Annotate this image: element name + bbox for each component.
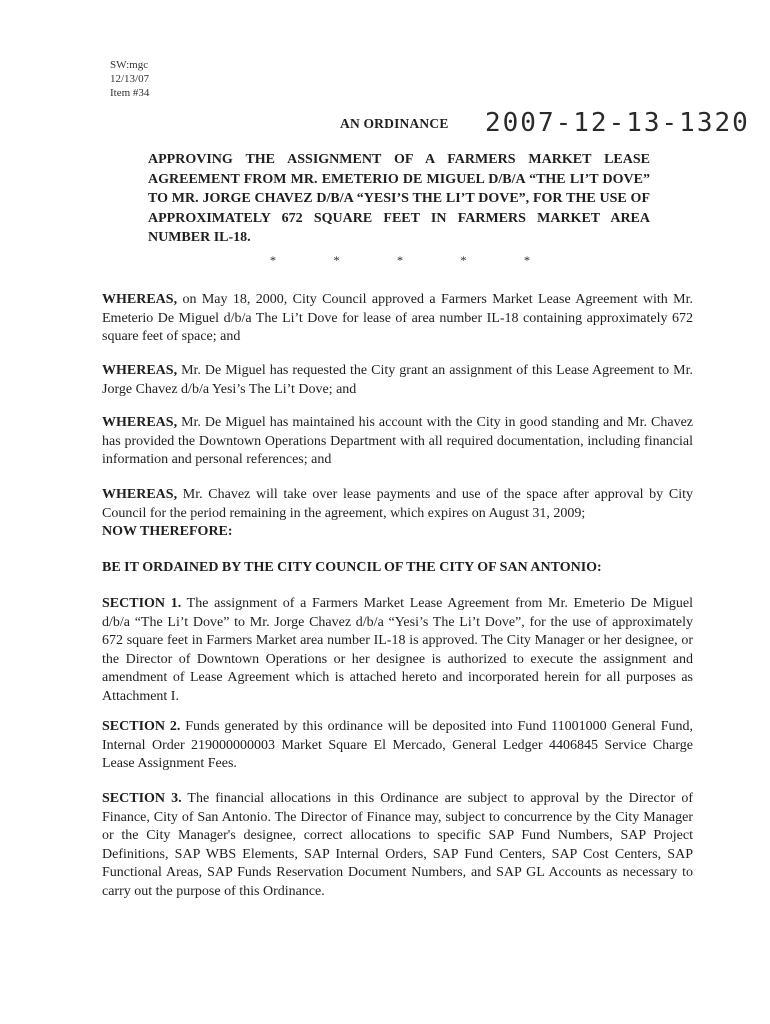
author-initials: SW:mgc: [110, 59, 149, 71]
ordinance-title: APPROVING THE ASSIGNMENT OF A FARMERS MARKET LEASE AGREEMENT FROM MR. EMETERIO DE MIGUEL D/B/A “THE LI’T DOVE” TO MR. JORGE CHAVEZ D/B/A “YESI’S THE LI’T DOVE”, FOR THE USE OF APPROXIMATELY 672 SQUARE FEET IN FARMERS MARKET AREA NUMBER IL-18.: [148, 152, 650, 245]
ordained-clause: BE IT ORDAINED BY THE CITY COUNCIL OF THE CITY OF SAN ANTONIO:: [102, 560, 602, 575]
section-lead: SECTION 1.: [102, 596, 182, 611]
ordinance-label: AN ORDINANCE: [340, 116, 449, 131]
ordinance-number: 2007-12-13-1320: [485, 108, 750, 138]
section-lead: SECTION 2.: [102, 719, 181, 734]
section-text: Funds generated by this ordinance will be deposited into Fund 11001000 General Fund, Internal Order 219000000003 Market Square El Mercado, General Ledger 4406845 Service Charge Lease Assignment Fees.: [102, 719, 693, 771]
item-number: Item #34: [110, 87, 150, 99]
separator: [270, 253, 530, 268]
whereas-clause-3: [102, 414, 693, 470]
now-therefore: NOW THEREFORE:: [102, 524, 233, 539]
document-header-meta: [110, 58, 149, 100]
section-text: The financial allocations in this Ordinance are subject to approval by the Director of Finance, City of San Antonio. The Director of Finance may, subject to concurrence by the City Manager or the City Manager's designee, correct allocations to specific SAP Fund Numbers, SAP Project Definitions, SAP WBS Elements, SAP Internal Orders, SAP Fund Centers, SAP Cost Centers, SAP Functional Areas, SAP Funds Reservation Document Numbers, and SAP GL Accounts as necessary to carry out the purpose of this Ordinance.: [102, 791, 694, 899]
ordinance-heading: [340, 108, 760, 142]
separator-star: *: [333, 253, 340, 267]
whereas-lead: WHEREAS,: [102, 415, 178, 430]
section-lead: SECTION 3.: [102, 791, 182, 806]
whereas-clause-2: [102, 362, 693, 399]
separator-star: *: [397, 253, 403, 267]
whereas-lead: WHEREAS,: [102, 363, 178, 378]
whereas-clause-4: [102, 486, 693, 542]
section-text: The assignment of a Farmers Market Lease Agreement from Mr. Emeterio De Miguel d/b/a “The Li’t Dove” to Mr. Jorge Chavez d/b/a “Yesi’s The Li’t Dove”, for the use of approximately 672 square feet in Farmers Market area number IL-18 is approved. The City Manager or her designee, or the Director of Downtown Operations or her designee is authorized to execute the assignment and amendment of Lease Agreement which is attached hereto and incorporated herein for all purposes as Attachment I.: [102, 596, 693, 704]
section-2: [102, 718, 693, 774]
whereas-text: Mr. De Miguel has requested the City grant an assignment of this Lease Agreement to Mr. Jorge Chavez d/b/a Yesi’s The Li’t Dove; and: [102, 363, 693, 397]
section-1: [102, 595, 693, 706]
whereas-text: Mr. De Miguel has maintained his account with the City in good standing and Mr. Chavez has provided the Downtown Operations Department with all required documentation, including financial information and personal references; and: [102, 415, 693, 467]
document-date: 12/13/07: [110, 73, 150, 85]
whereas-lead: WHEREAS,: [102, 487, 178, 502]
separator-star: *: [270, 253, 276, 267]
whereas-clause-1: [102, 291, 693, 347]
section-3: [102, 790, 693, 901]
whereas-lead: WHEREAS,: [102, 292, 178, 307]
whereas-text: Mr. Chavez will take over lease payments and use of the space after approval by City Council for the period remaining in the agreement, which expires on August 31, 2009;: [102, 487, 693, 521]
separator-star: *: [460, 253, 467, 267]
whereas-text: on May 18, 2000, City Council approved a Farmers Market Lease Agreement with Mr. Emeterio De Miguel d/b/a The Li’t Dove for lease of area number IL-18 containing approximately 672 square feet of space; and: [102, 292, 693, 344]
separator-star: *: [524, 253, 530, 267]
